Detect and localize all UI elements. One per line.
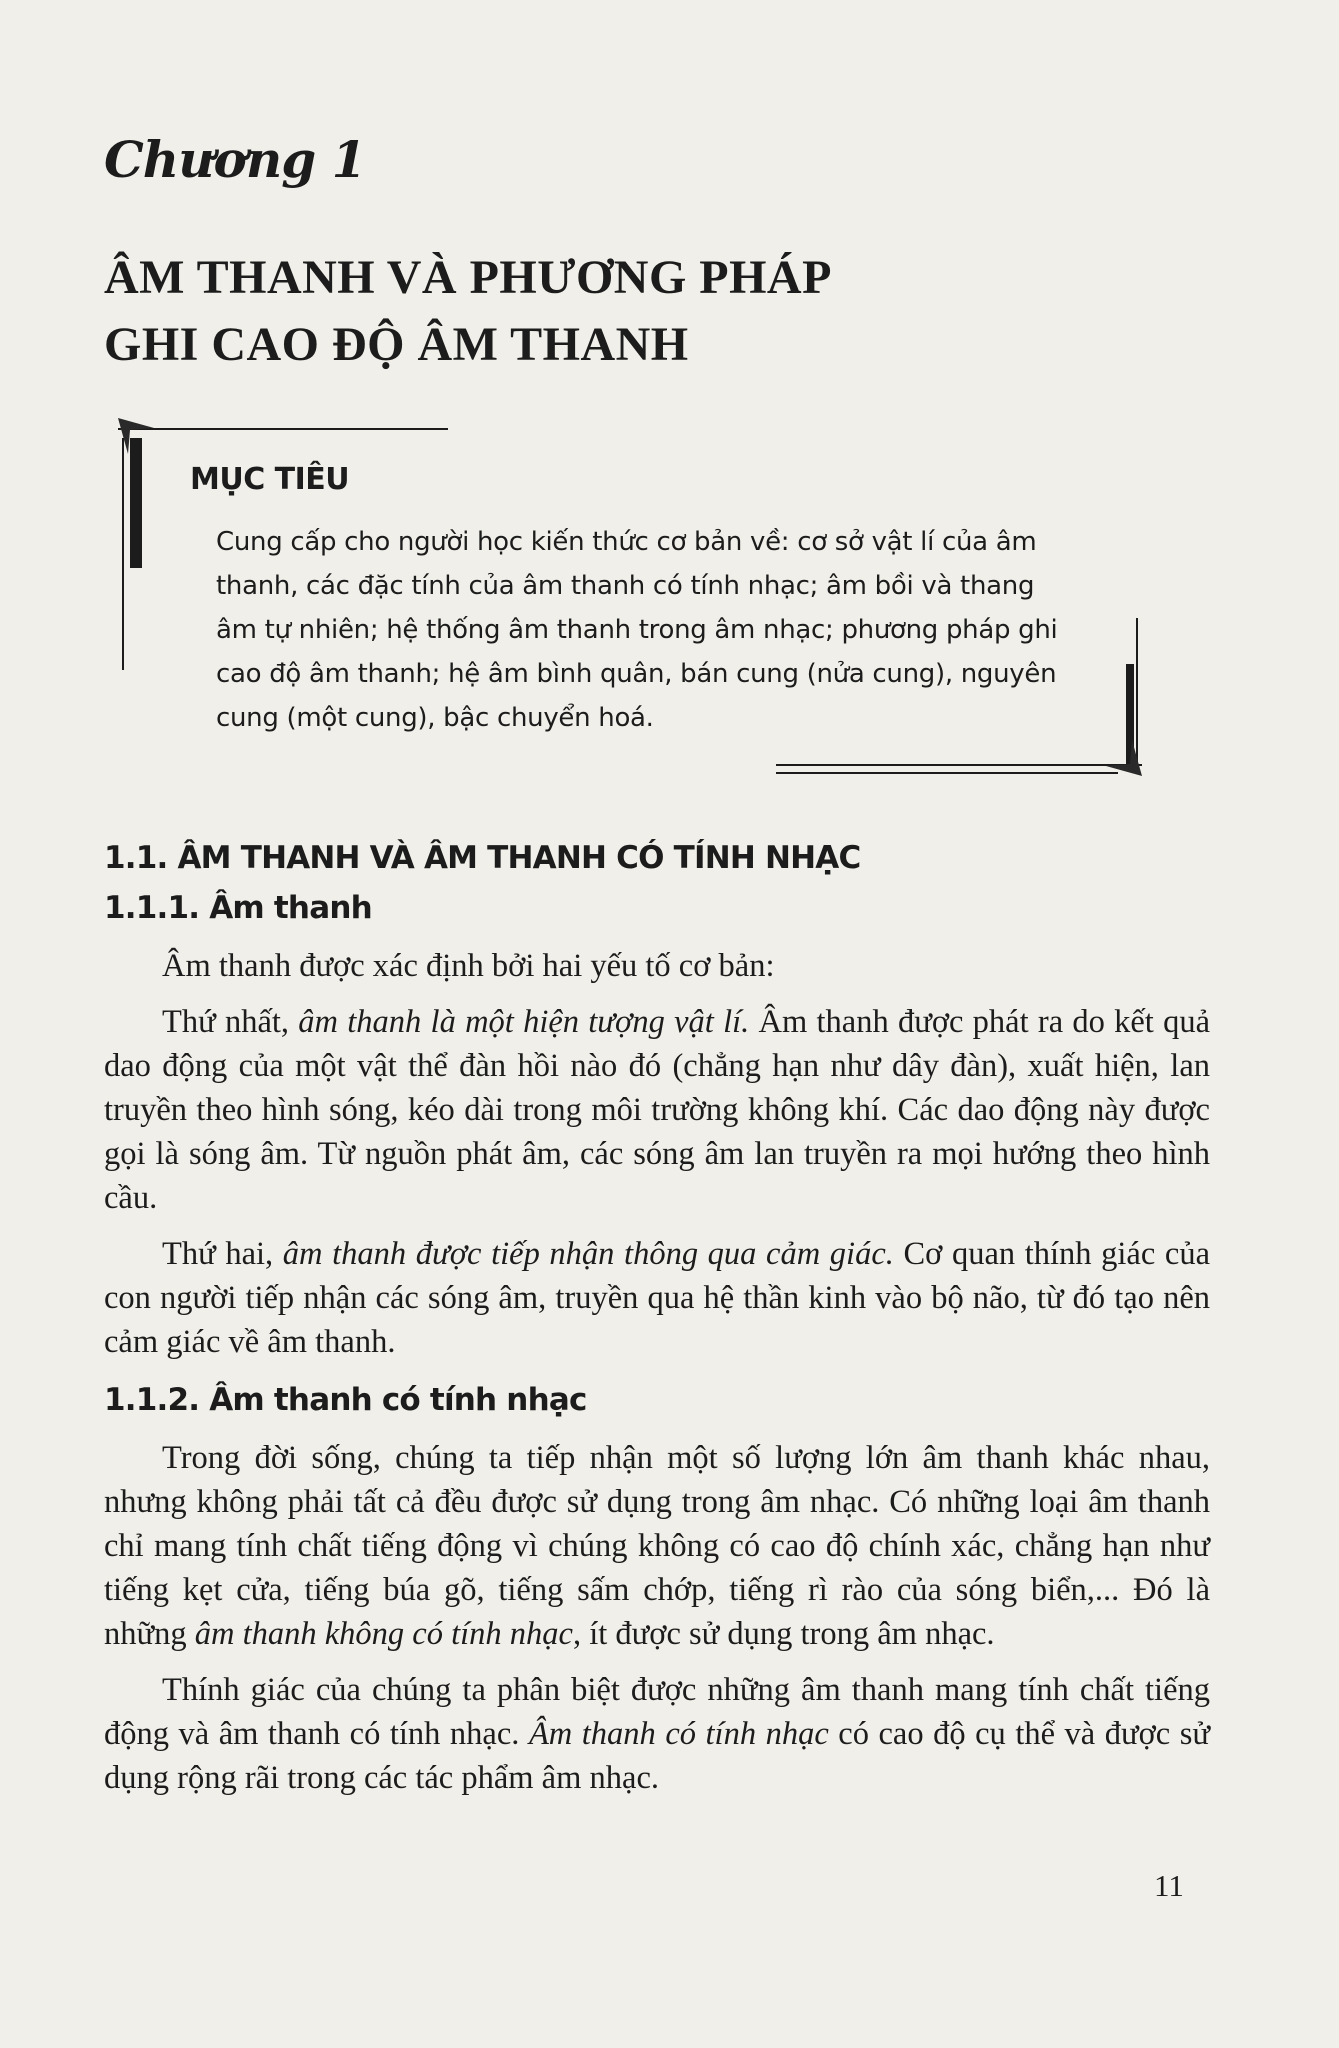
paragraph: Âm thanh được xác định bởi hai yếu tố cơ bản: <box>162 948 775 984</box>
objectives-heading: MỤC TIÊU <box>190 462 350 497</box>
paragraph: Thứ hai, âm thanh được tiếp nhận thông qua cảm giác. Cơ quan thính giác của con người tiếp nhận các sóng âm, truyền qua hệ thần kinh vào bộ não, từ đó tạo nên cảm giác về âm thanh. <box>104 1236 1210 1360</box>
paragraph: Trong đời sống, chúng ta tiếp nhận một số lượng lớn âm thanh khác nhau, nhưng không phải tất cả đều được sử dụng trong âm nhạc. Có những loại âm thanh chỉ mang tính chất tiếng động vì chúng không có cao độ chính xác, chẳng hạn như tiếng kẹt cửa, tiếng búa gõ, tiếng sấm chớp, tiếng rì rào của sóng biển,... Đó là những âm thanh không có tính nhạc, ít được sử dụng trong âm nhạc. <box>104 1440 1210 1652</box>
chapter-label: Chương 1 <box>104 130 366 189</box>
page-number: 11 <box>1154 1868 1184 1903</box>
paragraph: Thứ nhất, âm thanh là một hiện tượng vật lí. Âm thanh được phát ra do kết quả dao động của một vật thể đàn hồi nào đó (chẳng hạn như dây đàn), xuất hiện, lan truyền theo hình sóng, kéo dài trong môi trường không khí. Các dao động này được gọi là sóng âm. Từ nguồn phát âm, các sóng âm lan truyền ra mọi hướng theo hình cầu. <box>104 1004 1211 1216</box>
objectives-paragraph: Cung cấp cho người học kiến thức cơ bản về: cơ sở vật lí của âm thanh, các đặc tính của âm thanh có tính nhạc; âm bồi và thang âm tự nhiên; hệ thống âm thanh trong âm nhạc; phương pháp ghi cao độ âm thanh; hệ âm bình quân, bán cung (nửa cung), nguyên cung (một cung), bậc chuyển hoá. <box>216 527 1058 733</box>
section-heading-1-1-2: 1.1.2. Âm thanh có tính nhạc <box>104 1382 587 1418</box>
chapter-title-line-1: ÂM THANH VÀ PHƯƠNG PHÁP <box>104 251 832 304</box>
section-1-1-1-body <box>104 944 1210 1376</box>
section-1-1-2-body <box>104 1436 1210 1812</box>
section-heading-1-1: 1.1. ÂM THANH VÀ ÂM THANH CÓ TÍNH NHẠC <box>104 840 861 876</box>
emphasis: âm thanh được tiếp nhận thông qua cảm giác. <box>282 1236 894 1272</box>
paragraph: Thính giác của chúng ta phân biệt được những âm thanh mang tính chất tiếng động và âm thanh có tính nhạc. Âm thanh có tính nhạc có cao độ cụ thể và được sử dụng rộng rãi trong các tác phẩm âm nhạc. <box>104 1672 1211 1796</box>
corner-ornament-icon <box>118 418 158 458</box>
section-heading-1-1-1: 1.1.1. Âm thanh <box>104 890 372 926</box>
objectives-text <box>216 520 1072 740</box>
emphasis: âm thanh là một hiện tượng vật lí. <box>298 1004 750 1040</box>
chapter-title <box>104 244 832 378</box>
emphasis: Âm thanh có tính nhạc <box>528 1716 829 1752</box>
corner-ornament-icon <box>1102 736 1142 776</box>
emphasis: âm thanh không có tính nhạc <box>194 1616 573 1652</box>
chapter-title-line-2: GHI CAO ĐỘ ÂM THANH <box>104 318 689 371</box>
